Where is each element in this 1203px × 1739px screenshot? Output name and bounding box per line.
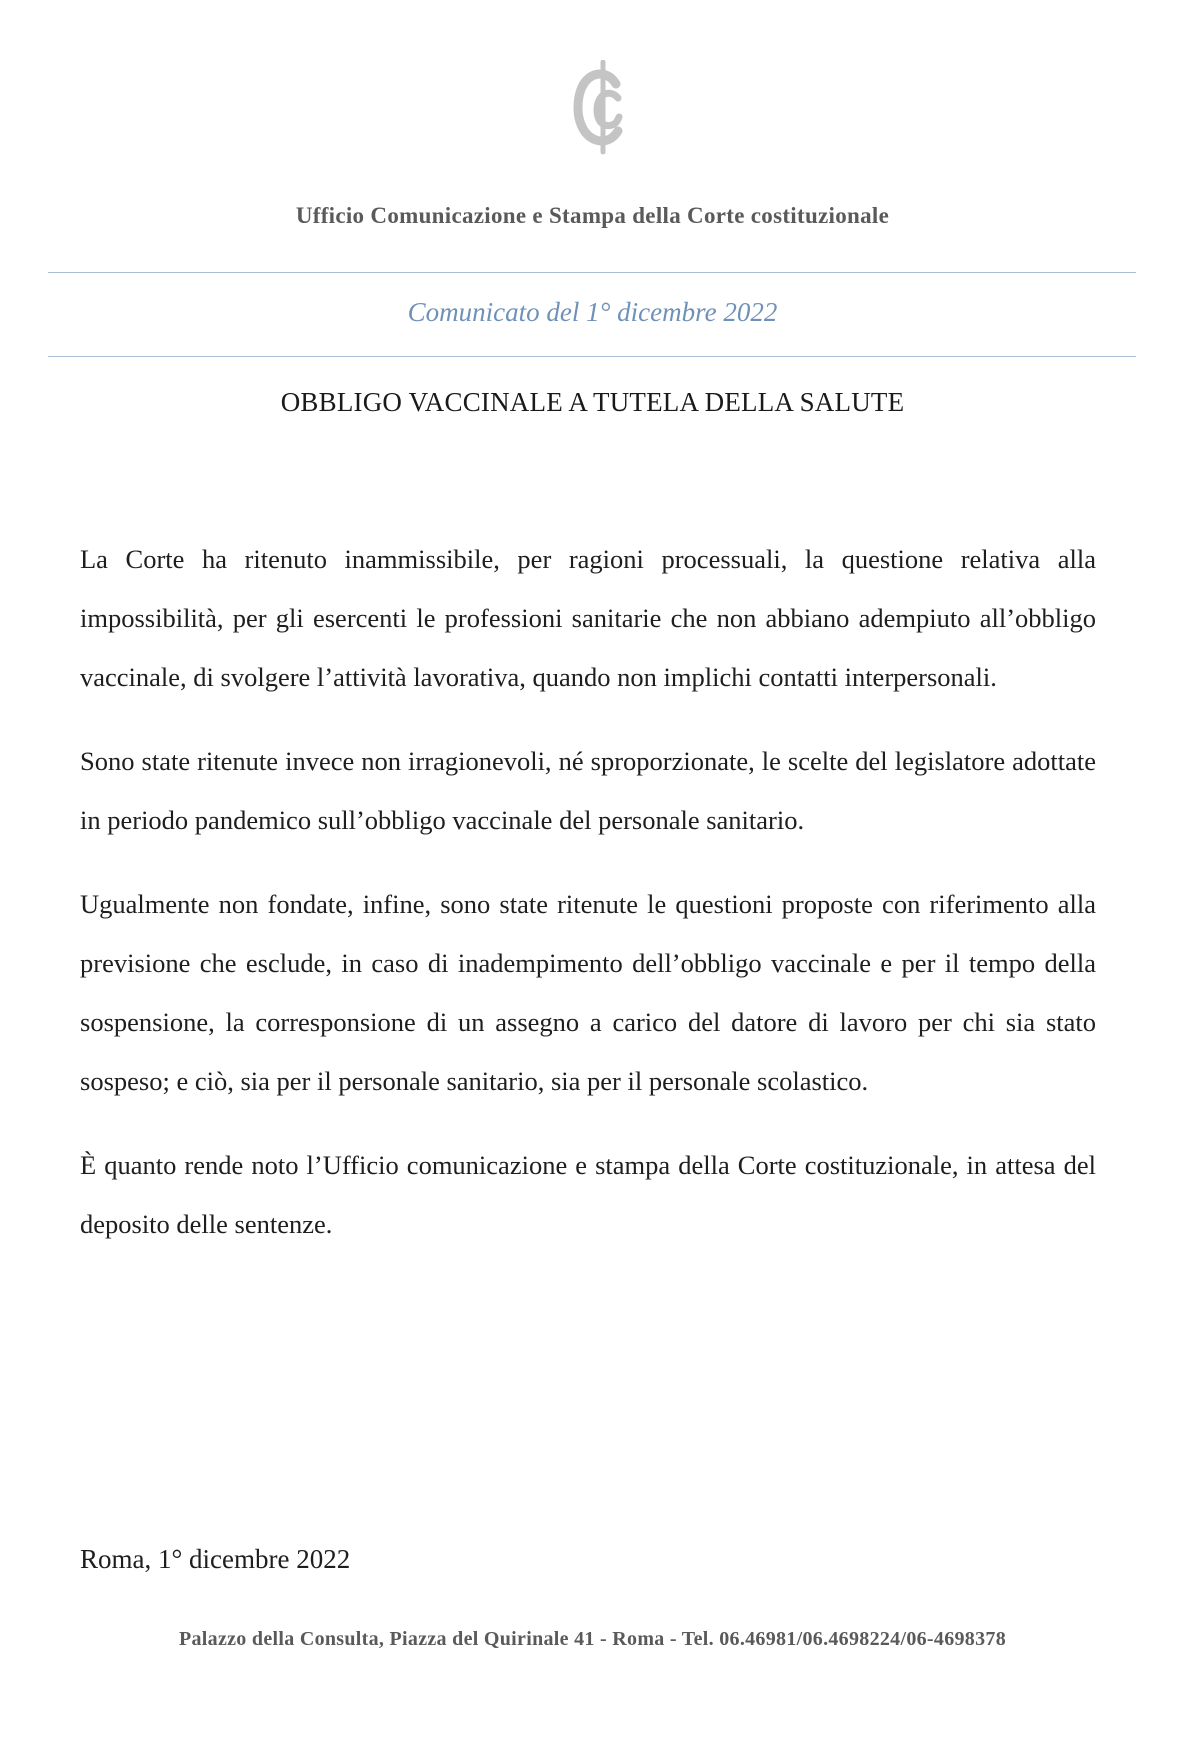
- court-logo: [0, 60, 1203, 155]
- header-rule-bottom: [48, 356, 1136, 357]
- body-paragraph: La Corte ha ritenuto inammissibile, per ragioni processuali, la questione relativa alla impossibilità, per gli esercenti le professioni sanitarie che non abbiano adempiuto all’obbligo vaccinale, di svolgere l’attività lavorativa, quando non implichi contatti interpersonali.: [80, 544, 1096, 692]
- place-and-date: Roma, 1° dicembre 2022: [80, 1544, 351, 1574]
- court-monogram-icon: [572, 60, 632, 155]
- communique-date: Comunicato del 1° dicembre 2022: [407, 297, 778, 327]
- document-title: OBBLIGO VACCINALE A TUTELA DELLA SALUTE: [280, 387, 905, 417]
- body-paragraph: Sono state ritenute invece non irragionevoli, né sproporzionate, le scelte del legislatore adottate in periodo pandemico sull’obbligo vaccinale del personale sanitario.: [80, 746, 1096, 835]
- body-paragraph: È quanto rende noto l’Ufficio comunicazione e stampa della Corte costituzionale, in attesa del deposito delle sentenze.: [80, 1150, 1096, 1239]
- header-rule-top: [48, 272, 1136, 273]
- body-paragraph: Ugualmente non fondate, infine, sono state ritenute le questioni proposte con riferimento alla previsione che esclude, in caso di inadempimento dell’obbligo vaccinale e per il tempo della sospensione, la corresponsione di un assegno a carico del datore di lavoro per chi sia stato sospeso; e ciò, sia per il personale sanitario, sia per il personale scolastico.: [80, 889, 1096, 1096]
- footer-address: Palazzo della Consulta, Piazza del Quirinale 41 - Roma - Tel. 06.46981/06.4698224/06-4698378: [178, 1628, 1006, 1650]
- document-body: [80, 530, 1096, 1279]
- office-name: Ufficio Comunicazione e Stampa della Corte costituzionale: [295, 203, 890, 228]
